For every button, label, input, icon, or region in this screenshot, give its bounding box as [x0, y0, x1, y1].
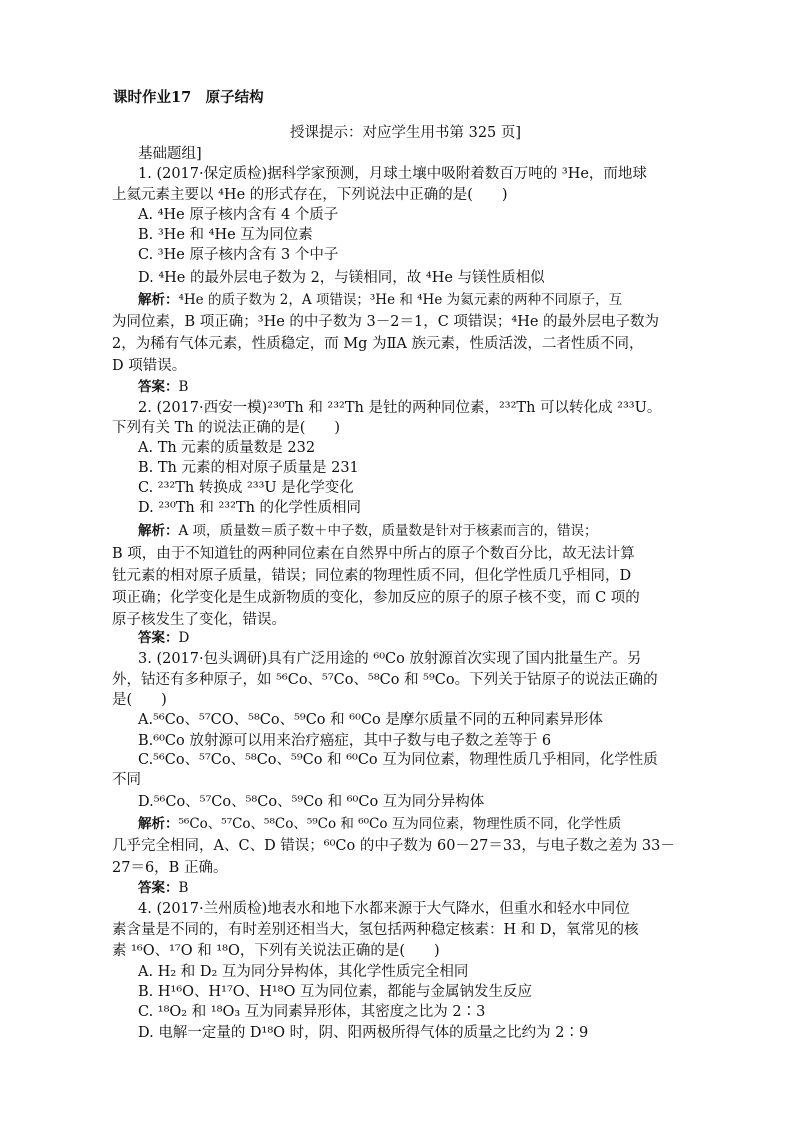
text-line	[138, 1023, 588, 1043]
line-text: D.⁵⁶Co、⁵⁷Co、⁵⁸Co、⁵⁹Co 和 ⁶⁰Co 互为同分异构体	[138, 794, 485, 810]
line-text: 下列有关 Th 的说法正确的是( )	[112, 420, 341, 436]
text-line	[138, 225, 313, 245]
line-text: A. H₂ 和 D₂ 互为同分异构体，其化学性质完全相同	[138, 964, 469, 980]
text-line	[138, 962, 468, 982]
line-label: 答案：	[138, 379, 179, 395]
line-text: B 项，由于不知道钍的两种同位素在自然界中所占的原子个数百分比，故无法计算	[112, 546, 635, 562]
line-text: A. ⁴He 原子核内含有 4 个质子	[138, 207, 339, 223]
line-text: 项正确；化学变化是生成新物质的变化，参加反应的原子的原子核不变，而 C 项的	[112, 590, 640, 606]
text-line	[138, 731, 551, 751]
answer-line	[138, 377, 188, 397]
text-line	[112, 941, 440, 961]
line-text: B	[178, 880, 189, 896]
line-label: 解析：	[138, 292, 179, 308]
line-text: C. ²³²Th 转换成 ²³³U 是化学变化	[138, 480, 354, 496]
text-line	[138, 710, 603, 730]
line-text: C. ³He 原子核内含有 3 个中子	[138, 247, 339, 263]
line-text: 3. (2017·包头调研)具有广泛用途的 ⁶⁰Co 放射源首次实现了国内批量生产。另	[138, 651, 642, 667]
line-text: 几乎完全相同，A、C、D 错误；⁶⁰Co 的中子数为 60－27＝33，与电子数之差为 33－	[112, 838, 675, 854]
line-text: D 项错误。	[112, 358, 187, 374]
answer-line	[138, 628, 189, 648]
line-text: B. Th 元素的相对原子质量是 231	[138, 460, 359, 476]
group-heading: 基础题组]	[138, 146, 202, 162]
line-text: 2，为稀有气体元素，性质稳定，而 Mg 为ⅡA 族元素，性质活泼，二者性质不同，	[112, 336, 644, 352]
text-line	[112, 610, 286, 630]
text-line	[138, 398, 661, 418]
line-text: ⁵⁶Co、⁵⁷Co、⁵⁸Co、⁵⁹Co 和 ⁶⁰Co 互为同位素，物理性质不同，化学性质	[178, 816, 622, 832]
line-text: 2. (2017·西安一模)²³⁰Th 和 ²³²Th 是钍的两种同位素，²³²Th 可以转化成 ²³³U。	[138, 400, 662, 416]
line-text: B. H¹⁶O、H¹⁷O、H¹⁸O 互为同位素，都能与金属钠发生反应	[138, 984, 532, 1000]
text-line	[112, 690, 167, 710]
text-line	[112, 312, 659, 332]
line-text: 为同位素，B 项正确；³He 的中子数为 3－2＝1，C 项错误；⁴He 的最外层电子数为	[112, 314, 660, 330]
text-line	[112, 544, 635, 564]
line-label: 解析：	[138, 523, 179, 539]
line-text: 素 ¹⁶O、¹⁷O 和 ¹⁸O，下列有关说法正确的是( )	[112, 943, 440, 959]
text-line	[112, 185, 508, 205]
line-label: 解析：	[138, 816, 179, 832]
text-line	[138, 792, 484, 812]
text-line	[138, 205, 338, 225]
text-line	[138, 268, 545, 288]
text-line	[138, 245, 338, 265]
text-line	[138, 438, 315, 458]
text-line	[112, 356, 186, 376]
teaching-hint: 授课提示：对应学生用书第 325 页]	[290, 125, 522, 141]
text-line	[112, 836, 675, 856]
line-text: D	[178, 630, 190, 646]
text-line	[138, 498, 361, 518]
text-line	[138, 750, 658, 770]
answer-line	[138, 878, 188, 898]
line-text: 是( )	[112, 692, 167, 708]
line-text: B.⁶⁰Co 放射源可以用来治疗癌症，其中子数与电子数之差等于 6	[138, 733, 552, 749]
line-text: A. Th 元素的质量数是 232	[138, 440, 316, 456]
text-line	[138, 458, 359, 478]
line-text: ⁴He 的质子数为 2，A 项错误；³He 和 ⁴He 为氦元素的两种不同原子，互	[178, 292, 623, 308]
line-text: 上氦元素主要以 ⁴He 的形式存在，下列说法中正确的是( )	[112, 187, 508, 203]
line-text: 27＝6，B 正确。	[112, 860, 228, 876]
line-text: B. ³He 和 ⁴He 互为同位素	[138, 227, 313, 243]
page-title: 课时作业17 原子结构	[113, 89, 264, 106]
text-line	[112, 770, 141, 790]
answer-line	[138, 521, 598, 541]
answer-line	[138, 290, 622, 310]
line-text: 钍元素的相对原子质量，错误；同位素的物理性质不同，但化学性质几乎相同，D	[112, 568, 632, 584]
line-text: 1. (2017·保定质检)据科学家预测，月球土壤中吸附着数百万吨的 ³He，而地球	[138, 166, 647, 182]
text-line	[112, 670, 658, 690]
line-text: D. ⁴He 的最外层电子数为 2，与镁相同，故 ⁴He 与镁性质相似	[138, 270, 545, 286]
line-text: 外，钴还有多种原子，如 ⁵⁶Co、⁵⁷Co、⁵⁸Co 和 ⁵⁹Co。下列关于钴原子的说法正确的	[112, 672, 658, 688]
line-text: D. ²³⁰Th 和 ²³²Th 的化学性质相同	[138, 500, 362, 516]
answer-line	[138, 814, 621, 834]
line-text: 原子核发生了变化，错误。	[112, 612, 286, 628]
text-line	[138, 899, 630, 919]
text-line	[112, 334, 644, 354]
line-text: 不同	[112, 772, 141, 788]
line-text: 4. (2017·兰州质检)地表水和地下水都来源于大气降水，但重水和轻水中同位	[138, 901, 630, 917]
text-line	[138, 164, 647, 184]
text-line	[112, 858, 227, 878]
text-line	[112, 418, 340, 438]
line-text: D. 电解一定量的 D¹⁸O 时，阴、阳两极所得气体的质量之比约为 2∶9	[138, 1025, 589, 1041]
line-label: 答案：	[138, 630, 179, 646]
text-line	[138, 649, 641, 669]
text-line	[138, 982, 532, 1002]
line-text: C.⁵⁶Co、⁵⁷Co、⁵⁸Co、⁵⁹Co 和 ⁶⁰Co 互为同位素，物理性质几乎相同，化学性质	[138, 752, 658, 768]
text-line	[138, 1002, 485, 1022]
line-text: C. ¹⁸O₂ 和 ¹⁸O₃ 互为同素异形体，其密度之比为 2∶3	[138, 1004, 486, 1020]
line-text: A 项，质量数＝质子数＋中子数，质量数是针对于核素而言的，错误；	[178, 523, 598, 539]
line-text: A.⁵⁶Co、⁵⁷CO、⁵⁸Co、⁵⁹Co 和 ⁶⁰Co 是摩尔质量不同的五种同素异形体	[138, 712, 603, 728]
line-label: 答案：	[138, 880, 179, 896]
text-line	[112, 566, 631, 586]
text-line	[138, 478, 354, 498]
line-text: 素含量是不同的，有时差别还相当大，氢包括两种稳定核素：H 和 D，氧常见的核	[112, 922, 639, 938]
line-text: B	[178, 379, 189, 395]
text-line	[112, 920, 639, 940]
text-line	[112, 588, 640, 608]
